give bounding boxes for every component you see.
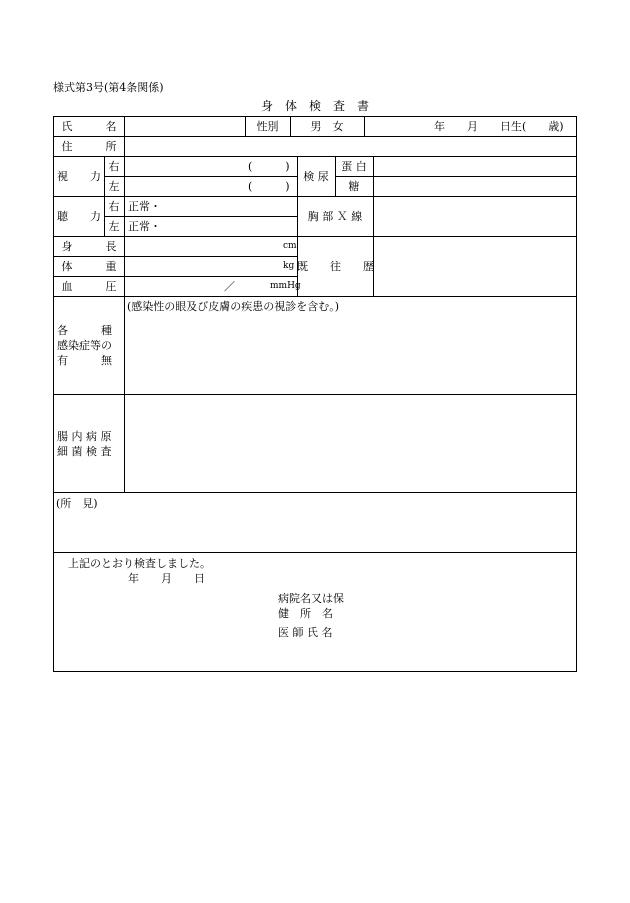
- urine-sugar-field[interactable]: [374, 177, 575, 195]
- blood-pressure-label: 血 圧: [61, 280, 117, 293]
- infectious-field[interactable]: [125, 315, 575, 393]
- address-field[interactable]: [125, 138, 575, 155]
- medical-history-field[interactable]: [374, 237, 575, 295]
- findings-field[interactable]: [55, 513, 575, 551]
- hearing-label: 聴 力: [57, 210, 101, 223]
- vision-divider: [104, 176, 297, 177]
- urine-label: 検 尿: [303, 170, 329, 183]
- weight-unit: kg: [283, 261, 295, 271]
- medical-history-label: 既 往 歴: [297, 260, 374, 273]
- row-divider: [54, 492, 576, 493]
- vision-right-label: 右: [108, 160, 120, 173]
- vision-label: 視 力: [57, 170, 101, 183]
- infectious-note: (感染性の眼及び皮膚の疾患の視診を含む。): [127, 300, 340, 313]
- form-number: 様式第3号(第4条関係): [53, 81, 164, 94]
- chest-xray-field[interactable]: [374, 197, 575, 235]
- blood-pressure-unit: mmHg: [270, 281, 301, 291]
- health-center-label: 健 所 名: [278, 607, 333, 620]
- certification-statement: 上記のとおり検査しました。: [68, 557, 211, 570]
- hearing-left-label: 左: [108, 220, 120, 233]
- row-divider: [54, 136, 576, 137]
- urine-sugar-label: 糖: [348, 180, 360, 193]
- sex-options[interactable]: 男 女: [310, 120, 344, 133]
- name-field[interactable]: [125, 118, 244, 135]
- infectious-label-line3: 有 無: [57, 354, 112, 367]
- date-of-birth: 年 月 日生( 歳): [434, 120, 564, 133]
- certification-date: 年 月 日: [128, 572, 205, 585]
- height-divider: [54, 256, 297, 257]
- page-title: 身 体 検 査 書: [260, 99, 369, 113]
- vision-right-paren[interactable]: ( ): [248, 160, 290, 173]
- health-certificate-table: [53, 116, 577, 672]
- address-label: 住 所: [61, 140, 117, 153]
- intestinal-label-line2: 細 菌 検 査: [57, 445, 112, 458]
- urine-protein-field[interactable]: [374, 157, 575, 175]
- sex-options-right: [364, 117, 365, 136]
- row-divider: [54, 296, 576, 297]
- findings-label: (所 見): [56, 497, 98, 510]
- weight-label: 体 重: [61, 260, 117, 273]
- weight-divider: [54, 276, 297, 277]
- row-divider: [54, 552, 576, 553]
- hospital-name-label: 病院名又は保: [278, 592, 344, 605]
- height-label: 身 長: [61, 240, 117, 253]
- doctor-name-label: 医 師 氏 名: [278, 626, 333, 639]
- height-unit: cm: [283, 241, 297, 251]
- intestinal-label-line1: 腸 内 病 原: [57, 430, 112, 443]
- vision-left-paren[interactable]: ( ): [248, 180, 290, 193]
- hearing-right-value[interactable]: 正常・: [128, 200, 161, 213]
- name-label: 氏 名: [61, 120, 117, 133]
- sex-label: 性別: [256, 120, 279, 133]
- infectious-label-line2: 感染症等の: [57, 339, 112, 352]
- urine-protein-label: 蛋 白: [341, 160, 367, 173]
- vision-left-label: 左: [108, 180, 120, 193]
- infectious-label-line1: 各 種: [57, 324, 112, 337]
- hearing-right-label: 右: [108, 200, 120, 213]
- hearing-left-value[interactable]: 正常・: [128, 220, 161, 233]
- hearing-divider: [104, 216, 297, 217]
- blood-pressure-slash: ／: [224, 280, 235, 293]
- chest-xray-label: 胸 部 Ｘ 線: [307, 210, 363, 223]
- intestinal-field[interactable]: [125, 395, 575, 491]
